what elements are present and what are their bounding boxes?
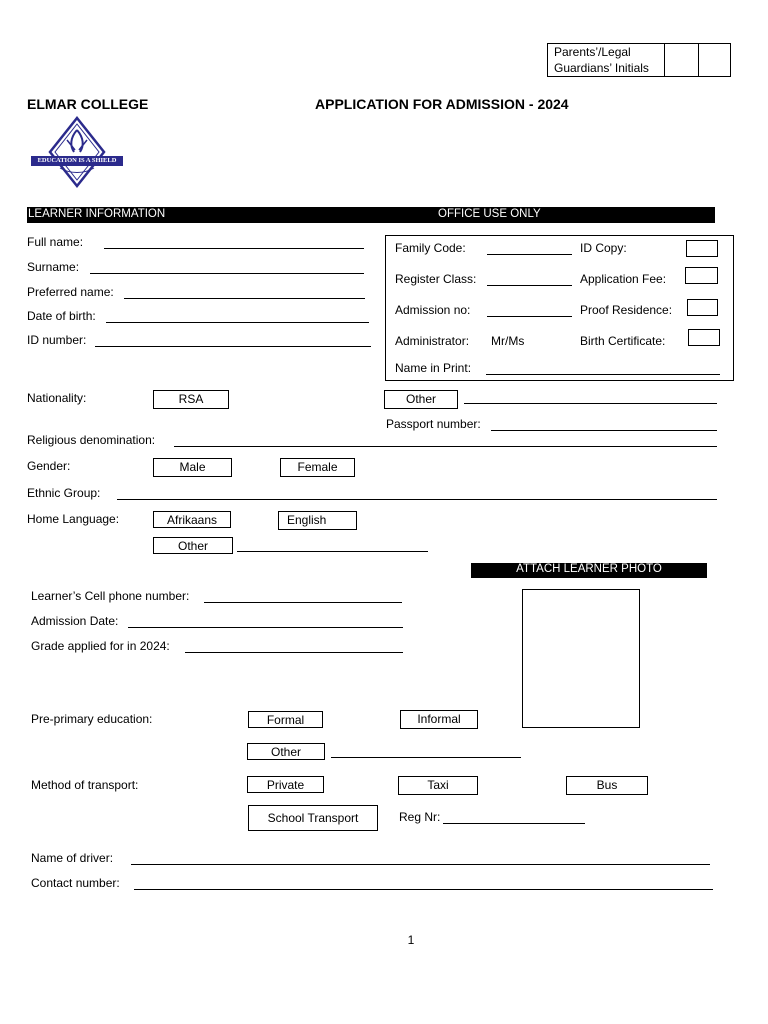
passport-number-label: Passport number: <box>386 417 481 431</box>
birth-certificate-checkbox[interactable] <box>688 329 720 346</box>
family-code-label: Family Code: <box>395 241 466 255</box>
school-transport-option[interactable]: School Transport <box>248 805 378 831</box>
proof-residence-checkbox[interactable] <box>687 299 718 316</box>
id-copy-checkbox[interactable] <box>686 240 718 257</box>
english-option[interactable]: English <box>278 511 357 530</box>
preprimary-label: Pre-primary education: <box>31 712 153 726</box>
admission-no-field[interactable] <box>487 316 572 317</box>
family-code-field[interactable] <box>487 254 572 255</box>
driver-name-field[interactable] <box>131 864 710 865</box>
reg-nr-field[interactable] <box>443 823 585 824</box>
birth-certificate-label: Birth Certificate: <box>580 334 666 348</box>
surname-label: Surname: <box>27 260 80 274</box>
college-logo <box>30 116 124 188</box>
nationality-other-option[interactable]: Other <box>384 390 458 409</box>
informal-option[interactable]: Informal <box>400 710 478 729</box>
language-other-option[interactable]: Other <box>153 537 233 554</box>
afrikaans-option[interactable]: Afrikaans <box>153 511 231 528</box>
preferred-name-field[interactable] <box>124 298 365 299</box>
taxi-option[interactable]: Taxi <box>398 776 478 795</box>
admission-no-label: Admission no: <box>395 303 471 317</box>
id-number-label: ID number: <box>27 333 87 347</box>
reg-nr-label: Reg Nr: <box>399 810 441 824</box>
initials-label-1: Parents’/Legal <box>554 45 631 59</box>
page-number: 1 <box>407 933 415 947</box>
preferred-name-label: Preferred name: <box>27 285 114 299</box>
page-title: APPLICATION FOR ADMISSION - 2024 <box>315 96 569 112</box>
surname-field[interactable] <box>90 273 364 274</box>
ethnic-group-field[interactable] <box>117 499 717 500</box>
attach-photo-heading: ATTACH LEARNER PHOTO <box>516 563 662 575</box>
religion-label: Religious denomination: <box>27 433 156 447</box>
logo-motto: EDUCATION IS A SHIELD <box>37 157 117 164</box>
ethnic-group-label: Ethnic Group: <box>27 486 101 500</box>
initials-cell-2[interactable] <box>698 43 731 77</box>
male-option[interactable]: Male <box>153 458 232 477</box>
dob-label: Date of birth: <box>27 309 96 323</box>
initials-cell-1[interactable] <box>664 43 698 77</box>
driver-contact-field[interactable] <box>134 889 713 890</box>
register-class-label: Register Class: <box>395 272 477 286</box>
name-in-print-label: Name in Print: <box>395 361 472 375</box>
mr-ms-label: Mr/Ms <box>491 334 525 348</box>
religion-field[interactable] <box>174 446 717 447</box>
id-copy-label: ID Copy: <box>580 241 627 255</box>
proof-residence-label: Proof Residence: <box>580 303 673 317</box>
rsa-option[interactable]: RSA <box>153 390 229 409</box>
grade-field[interactable] <box>185 652 403 653</box>
register-class-field[interactable] <box>487 285 572 286</box>
cell-number-label: Learner’s Cell phone number: <box>31 589 190 603</box>
shield-logo-icon <box>30 116 124 188</box>
name-in-print-field[interactable] <box>486 374 720 375</box>
private-option[interactable]: Private <box>247 776 324 793</box>
transport-label: Method of transport: <box>31 778 139 792</box>
gender-label: Gender: <box>27 459 71 473</box>
home-language-label: Home Language: <box>27 512 120 526</box>
formal-option[interactable]: Formal <box>248 711 323 728</box>
learner-info-heading: LEARNER INFORMATION <box>28 208 166 220</box>
id-number-field[interactable] <box>95 346 371 347</box>
grade-label: Grade applied for in 2024: <box>31 639 170 653</box>
initials-label-2: Guardians’ Initials <box>554 61 649 75</box>
admission-date-field[interactable] <box>128 627 403 628</box>
preprimary-other-option[interactable]: Other <box>247 743 325 760</box>
driver-contact-label: Contact number: <box>31 876 120 890</box>
office-use-heading: OFFICE USE ONLY <box>438 208 541 220</box>
driver-name-label: Name of driver: <box>31 851 114 865</box>
full-name-field[interactable] <box>104 248 364 249</box>
application-fee-checkbox[interactable] <box>685 267 718 284</box>
administrator-label: Administrator: <box>395 334 470 348</box>
application-fee-label: Application Fee: <box>580 272 667 286</box>
cell-number-field[interactable] <box>204 602 402 603</box>
nationality-other-field[interactable] <box>464 403 717 404</box>
college-name: ELMAR COLLEGE <box>27 96 149 112</box>
full-name-label: Full name: <box>27 235 84 249</box>
bus-option[interactable]: Bus <box>566 776 648 795</box>
nationality-label: Nationality: <box>27 391 87 405</box>
female-option[interactable]: Female <box>280 458 355 477</box>
photo-frame[interactable] <box>522 589 640 728</box>
passport-number-field[interactable] <box>491 430 717 431</box>
preprimary-other-field[interactable] <box>331 757 521 758</box>
admission-date-label: Admission Date: <box>31 614 119 628</box>
dob-field[interactable] <box>106 322 369 323</box>
language-other-field[interactable] <box>237 551 428 552</box>
